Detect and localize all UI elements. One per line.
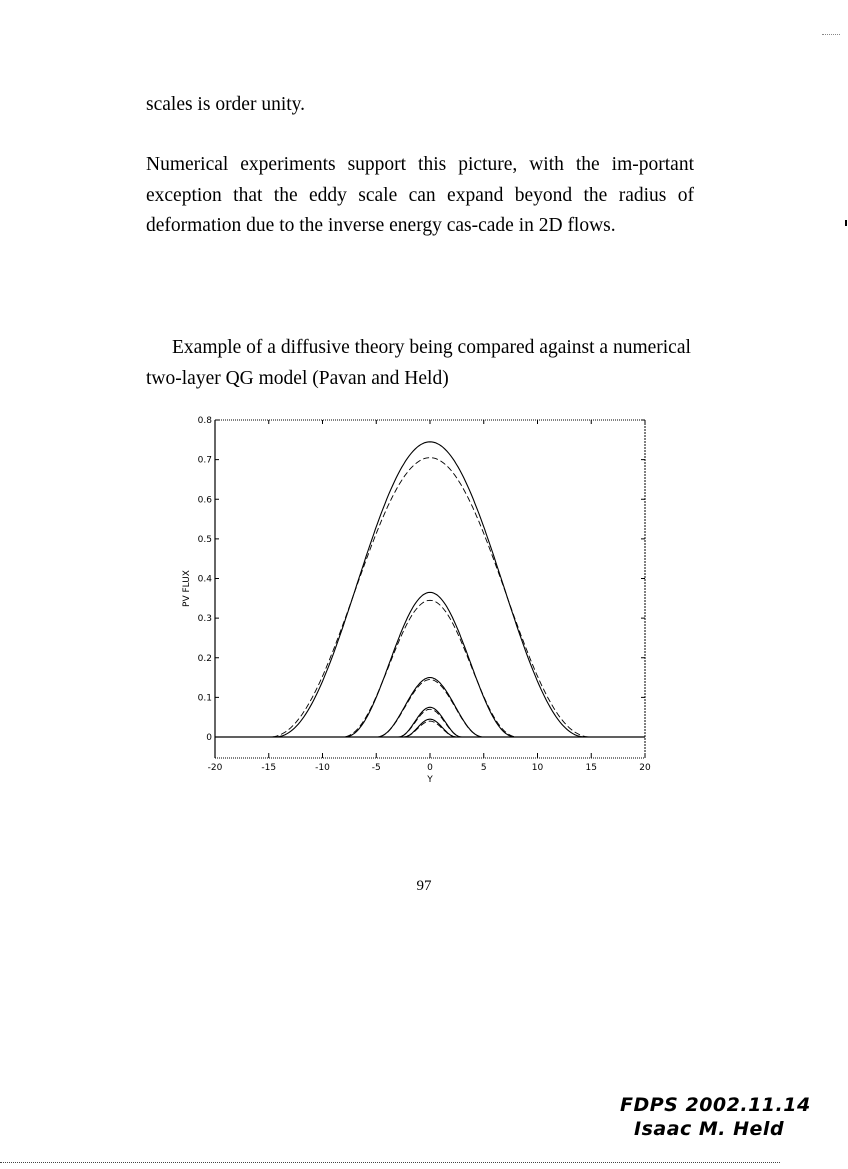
x-tick-label: 5 <box>480 763 487 773</box>
handwritten-line-1: FDPS 2002.11.14 <box>620 1094 811 1116</box>
series-theory-3 <box>344 680 516 738</box>
series-theory-1 <box>237 458 624 737</box>
x-tick-label: -5 <box>371 763 381 773</box>
y-tick-label: 0.3 <box>197 614 212 625</box>
chart-labels <box>182 416 651 785</box>
y-tick-label: 0.1 <box>197 693 212 704</box>
series-theory-4 <box>366 709 495 737</box>
page-number: 97 <box>416 878 432 894</box>
handwritten-line-2: Isaac M. Held <box>634 1118 785 1140</box>
series-numerical-2 <box>312 592 549 737</box>
y-tick-label: 0.4 <box>197 574 212 585</box>
x-tick-label: -10 <box>315 763 330 773</box>
y-tick-label: 0.2 <box>197 653 212 664</box>
x-tick-label: 15 <box>585 763 597 773</box>
x-tick-label: 20 <box>639 763 651 773</box>
chart-axes <box>215 420 645 758</box>
y-tick-label: 0.6 <box>197 495 212 506</box>
figure-caption: Example of a diffusive theory being compared against a numerical two-layer QG model (Pavan and Held) <box>146 337 691 389</box>
paragraph-1: scales is order unity. <box>146 94 306 115</box>
series-numerical-4 <box>366 707 495 737</box>
x-tick-label: -15 <box>261 763 277 773</box>
handwritten-note <box>620 1093 811 1141</box>
paragraph-2: Numerical experiments support this picture, with the im-portant exception that the eddy scale can expand beyond the radius of deformation due to the inverse energy cas-cade in 2D flows. <box>146 154 694 236</box>
series-numerical-5 <box>371 719 489 737</box>
x-tick-label: 10 <box>531 763 544 773</box>
scan-edge-mark <box>845 220 847 226</box>
y-tick-label: 0.8 <box>197 416 212 426</box>
x-axis-label: Y <box>427 775 433 785</box>
y-tick-label: 0.5 <box>197 534 212 545</box>
series-numerical-3 <box>344 678 516 737</box>
series-theory-5 <box>371 721 489 737</box>
chart-curves <box>237 442 624 737</box>
x-tick-label: 0 <box>427 763 433 773</box>
scan-artifact-dots <box>822 34 840 35</box>
x-tick-label: -20 <box>207 763 223 773</box>
bottom-rule <box>0 1162 780 1163</box>
y-axis-label: PV FLUX <box>182 570 192 607</box>
series-numerical-1 <box>242 442 618 737</box>
series-theory-2 <box>310 600 551 737</box>
y-tick-label: 0.7 <box>197 455 212 466</box>
y-tick-label: 0 <box>206 733 212 743</box>
